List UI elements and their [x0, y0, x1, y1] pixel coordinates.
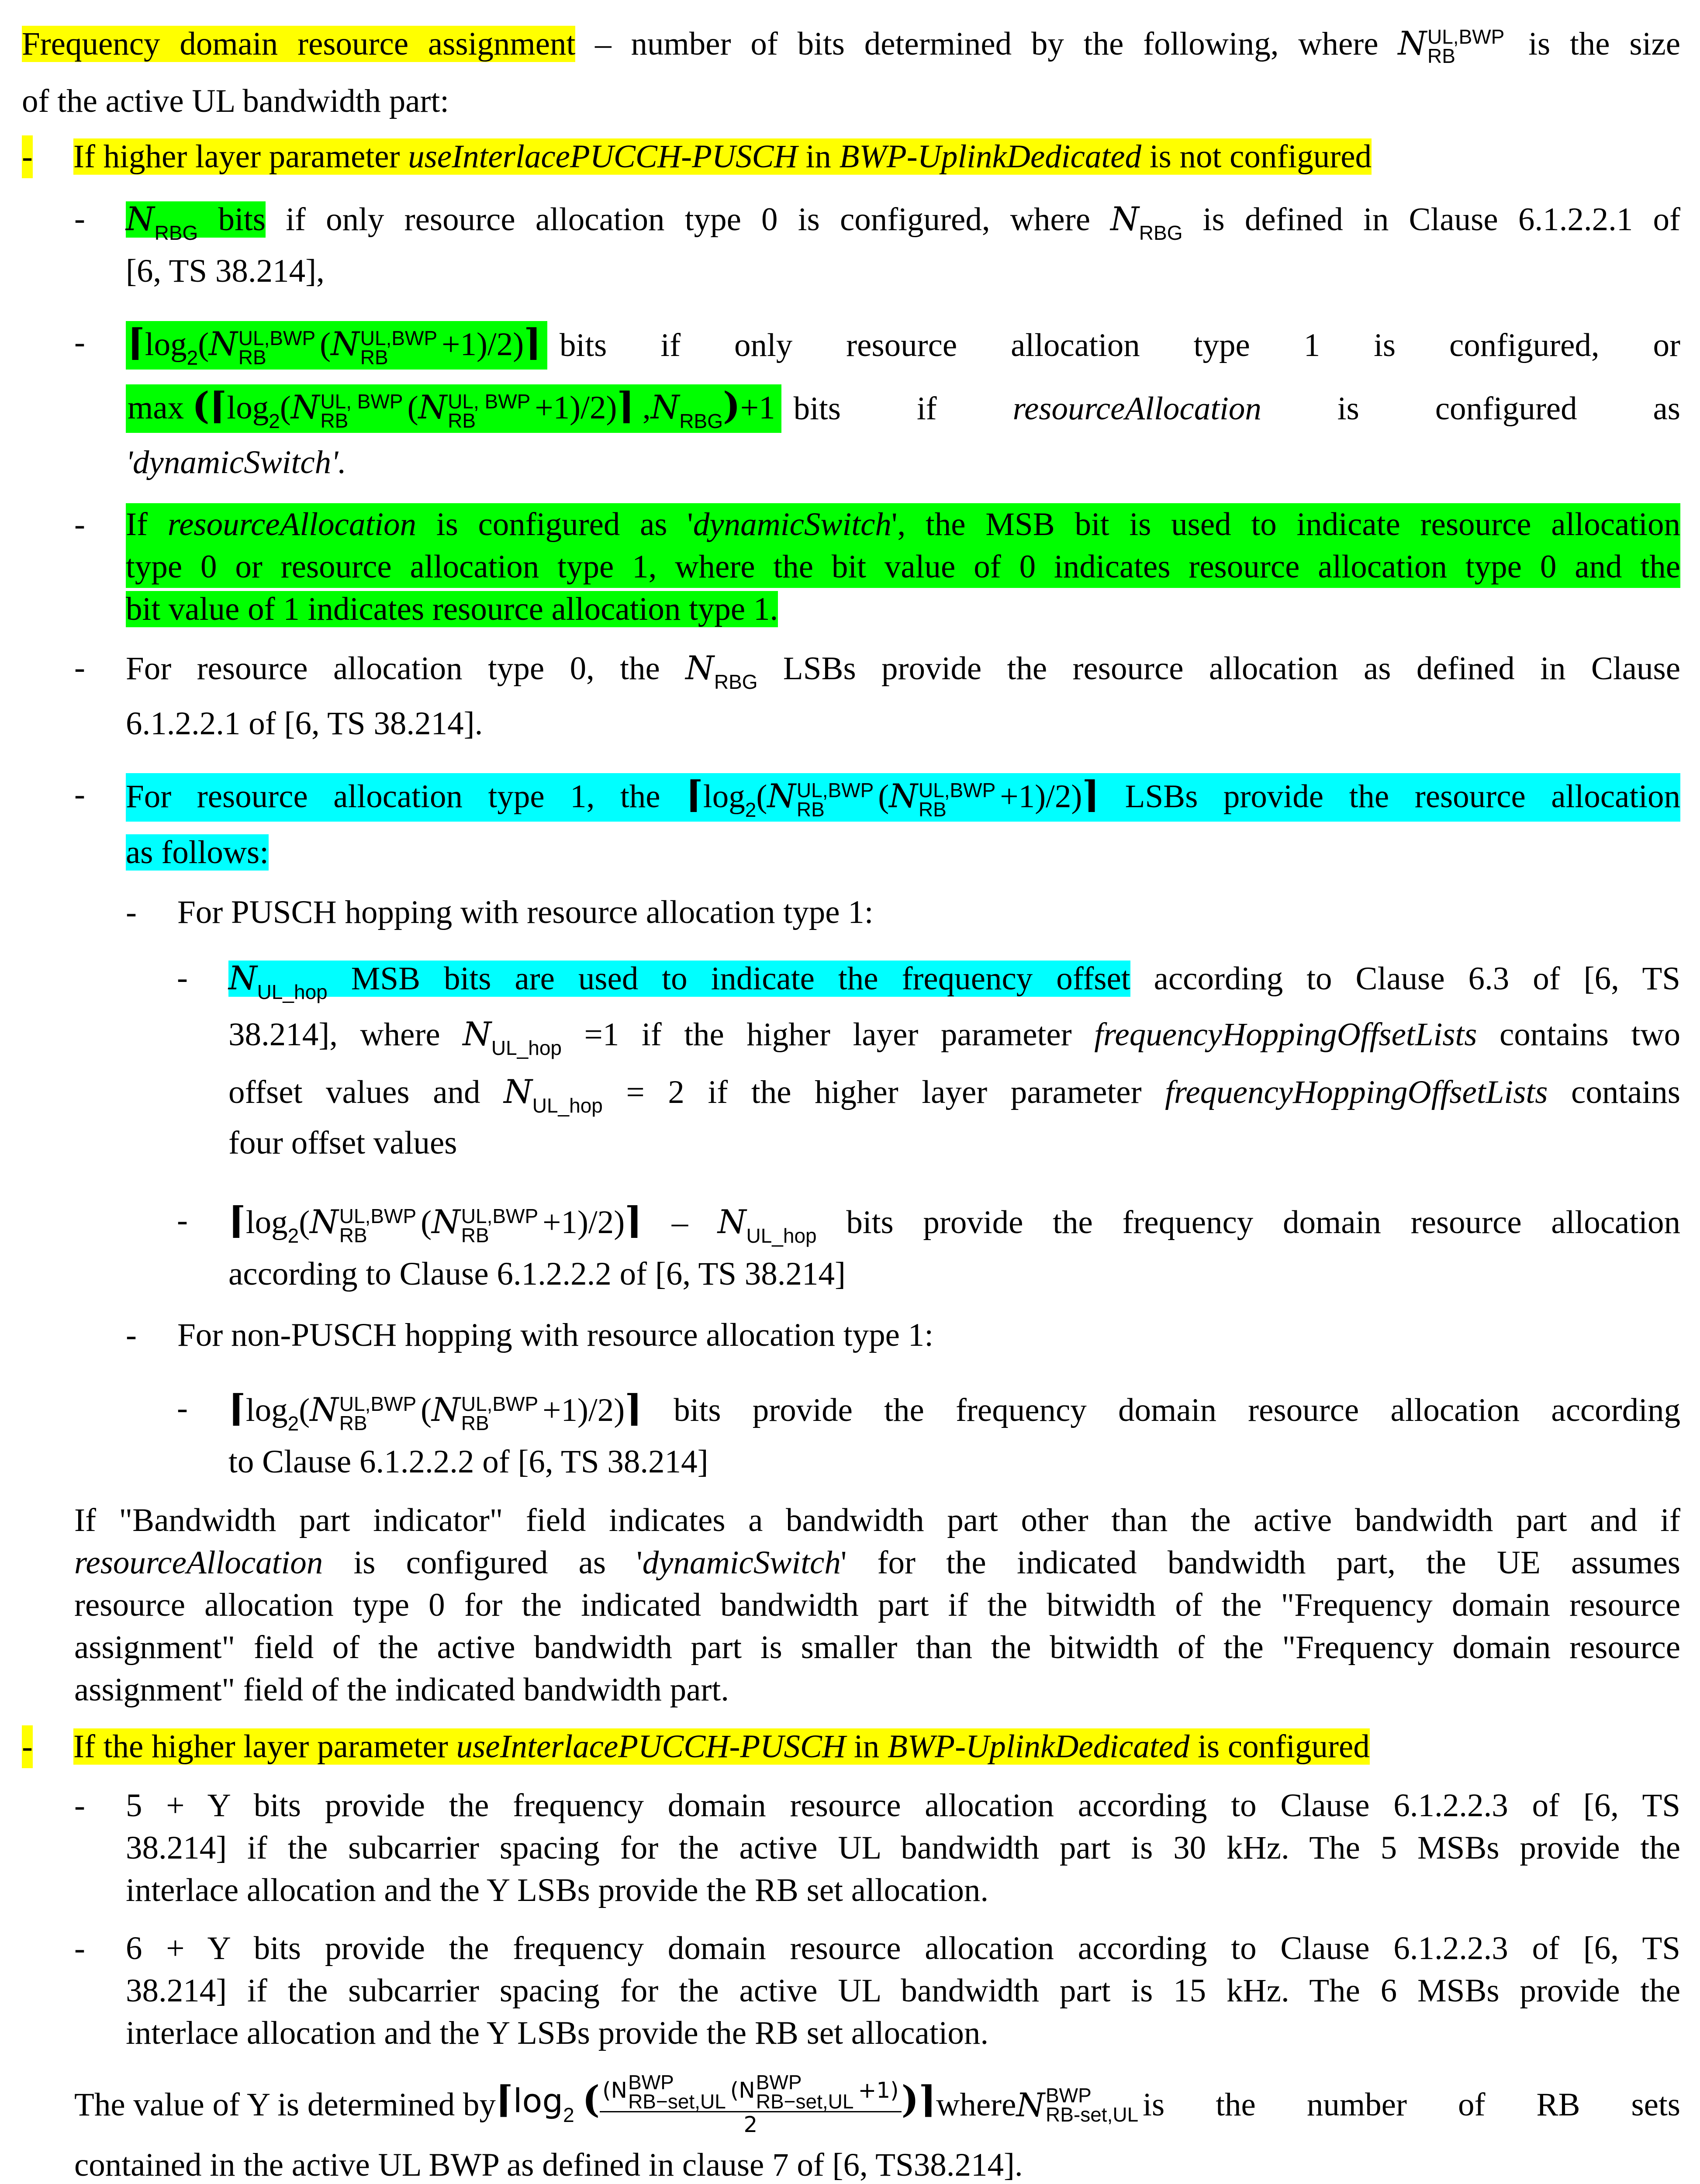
bullet-dash: -	[74, 200, 85, 237]
type0-lsbs-line-2: 6.1.2.2.1 of [6, TS 38.214].	[126, 705, 483, 742]
bullet-type1-bits	[74, 321, 1680, 370]
section-1-heading: If higher layer parameter useInterlacePUCCH-PUSCH in BWP-UplinkDedicated is not configured	[73, 138, 1372, 175]
y-formula: $⌈\log_2$ ( (N BWP RB−set,UL (N BWP RB−set,UL +1) 2 )⌉	[495, 2071, 936, 2137]
ul-hop-line-4: four offset values	[228, 1125, 457, 1161]
bullet-pusch-hopping: - For PUSCH hopping with resource allocation type 1:	[126, 891, 1680, 934]
type1-bits-line-3: 'dynamicSwitch'.	[126, 444, 346, 480]
bullet-type0-lsbs: - For resource allocation type 0, the $N_{RBG}$ LSBs provide the resource allocation as defined in Clause	[74, 646, 1680, 694]
intro-text: – number of bits determined by the following, where	[575, 26, 1398, 62]
intro-line-2: of the active UL bandwidth part:	[22, 83, 449, 119]
bullet-dash: -	[126, 1317, 137, 1353]
section-2-heading: If the higher layer parameter useInterlacePUCCH-PUSCH in BWP-UplinkDedicated is configured	[73, 1728, 1370, 1765]
bullet-rbg-bits	[74, 197, 1680, 245]
dynamic-switch-text: If resourceAllocation is configured as 'dynamicSwitch', the MSB bit is used to indicate resource allocation type 0 or resource allocation type 1, where the bit value of 0 indicates resource allocation type 0 and the bit value of 1 indicates resource allocation type 1.	[126, 503, 1680, 630]
bullet-dash: -	[177, 1202, 188, 1238]
section-configured	[22, 1725, 1680, 1768]
formula-ceil-log2: $⌈\log_2(N$ UL,BWP RB (N UL,BWP RB +1)/2)⌉	[126, 321, 547, 370]
type1-bits-line-1	[126, 321, 1680, 370]
y-value-line-2: contained in the active UL BWP as defined in clause 7 of [6, TS38.214].	[74, 2147, 1023, 2183]
type1-bits-line-2	[126, 384, 1680, 433]
field-title: Frequency domain resource assignment	[22, 26, 576, 62]
bullet-dash: -	[22, 135, 33, 178]
bullet-dash: -	[126, 894, 137, 930]
bullet-30khz: - 5 + Y bits provide the frequency domain resource allocation according to Clause 6.1.2.2.3 of [6, TS 38.214] if the subcarrier spacing for the active UL bandwidth part is 30 kHz. The 5 MSBs provide the interlace allocation and the Y LSBs provide the RB set allocation.	[74, 1784, 1680, 1911]
rbg-bits-line-2: [6, TS 38.214],	[126, 253, 325, 289]
bullet-ul-hop-msb: - $N_{UL\_hop}$ MSB bits are used to indicate the frequency offset according to Clause 6.3 of [6, TS	[177, 957, 1680, 1004]
bullet-remaining-bits: - $⌈\log_2(N$ UL,BWP RB (N UL,BWP RB +1)/2)⌉ – $N_{UL\_hop}$ bits provide the frequency domain resource allocation	[177, 1199, 1681, 1247]
type1-bits-text: bits if only resource allocation type 1 is configured, or	[560, 327, 1680, 363]
bullet-15khz: - 6 + Y bits provide the frequency domain resource allocation according to Clause 6.1.2.2.3 of [6, TS 38.214] if the subcarrier spacing for the active UL bandwidth part is 15 kHz. The 6 MSBs provide the interlace allocation and the Y LSBs provide the RB set allocation.	[74, 1927, 1680, 2054]
bullet-dash: -	[74, 324, 85, 360]
intro-line-1	[22, 22, 1680, 66]
y-value-line-1: The value of Y is determined by $⌈\log_2$ ( (N BWP RB−set,UL (N BWP RB−set,UL +1) 2 )⌉ where N BWP RB-set,UL is the number of RB sets	[74, 2071, 1680, 2137]
intro-text-end: is the size	[1509, 26, 1680, 62]
type1-lsbs-line-2: as follows:	[126, 834, 269, 871]
section-not-configured	[22, 135, 1680, 178]
bullet-dash: -	[177, 1390, 188, 1426]
bullet-non-pusch-hopping: - For non-PUSCH hopping with resource allocation type 1:	[126, 1314, 1680, 1357]
bullet-dash: -	[74, 1787, 85, 1824]
bullet-dash: -	[74, 1930, 85, 1966]
bullet-type1-lsbs: - For resource allocation type 1, the $⌈\log_2(N$ UL,BWP RB (N UL,BWP RB +1)/2)⌉ LSBs provide the resource allocation	[74, 773, 1680, 821]
remaining-bits-line-2: according to Clause 6.1.2.2.2 of [6, TS 38.214]	[228, 1256, 846, 1292]
bullet-dynamic-switch	[74, 503, 1680, 630]
bullet-dash: -	[74, 650, 85, 686]
bwp-indicator-paragraph: If "Bandwidth part indicator" field indicates a bandwidth part other than the active bandwidth part and if resourceAllocation is configured as 'dynamicSwitch' for the indicated bandwidth part, the UE assumes resource allocation type 0 for the indicated bandwidth part if the bitwidth of the "Frequency domain resource assignment" field of the active bandwidth part is smaller than the bitwidth of the "Frequency domain resource assignment" field of the indicated bandwidth part.	[74, 1502, 1680, 1708]
rbg-bits-highlight: $N_{RBG}$ bits	[126, 200, 266, 244]
ul-hop-line-3: offset values and $N_{UL\_hop} = 2$ if the higher layer parameter frequencyHoppingOffsetLists contains	[228, 1072, 1680, 1117]
ul-hop-line-2: 38.214], where $N_{UL\_hop} =1$ if the higher layer parameter frequencyHoppingOffsetLists contains two	[228, 1015, 1680, 1059]
non-hopping-bits-line-2: to Clause 6.1.2.2.2 of [6, TS 38.214]	[228, 1444, 708, 1480]
n-rb-symbol: N UL,BWP RB	[1398, 24, 1505, 67]
bullet-dash: -	[74, 776, 85, 812]
bullet-dash: -	[74, 506, 85, 543]
bullet-dash: -	[22, 1725, 33, 1768]
bullet-dash: -	[177, 960, 188, 996]
rbg-bits-line-1: $N_{RBG}$ bits if only resource allocation type 0 is configured, where $N_{RBG}$ is defined in Clause 6.1.2.2.1 of	[126, 200, 1680, 244]
type1-bits-text-2: bits if resourceAllocation is configured as	[793, 390, 1680, 427]
bullet-non-hopping-bits: - $⌈\log_2(N$ UL,BWP RB (N UL,BWP RB +1)/2)⌉ bits provide the frequency domain resource allocation according	[177, 1386, 1680, 1435]
formula-max: $\max (⌈\log_2(N$ UL, BWP RB (N UL, BWP RB +1)/2)⌉ $,N_{RBG})+1$	[126, 384, 781, 433]
ul-hop-highlight: $N_{UL\_hop}$ MSB bits are used to indicate the frequency offset	[228, 959, 1130, 1003]
